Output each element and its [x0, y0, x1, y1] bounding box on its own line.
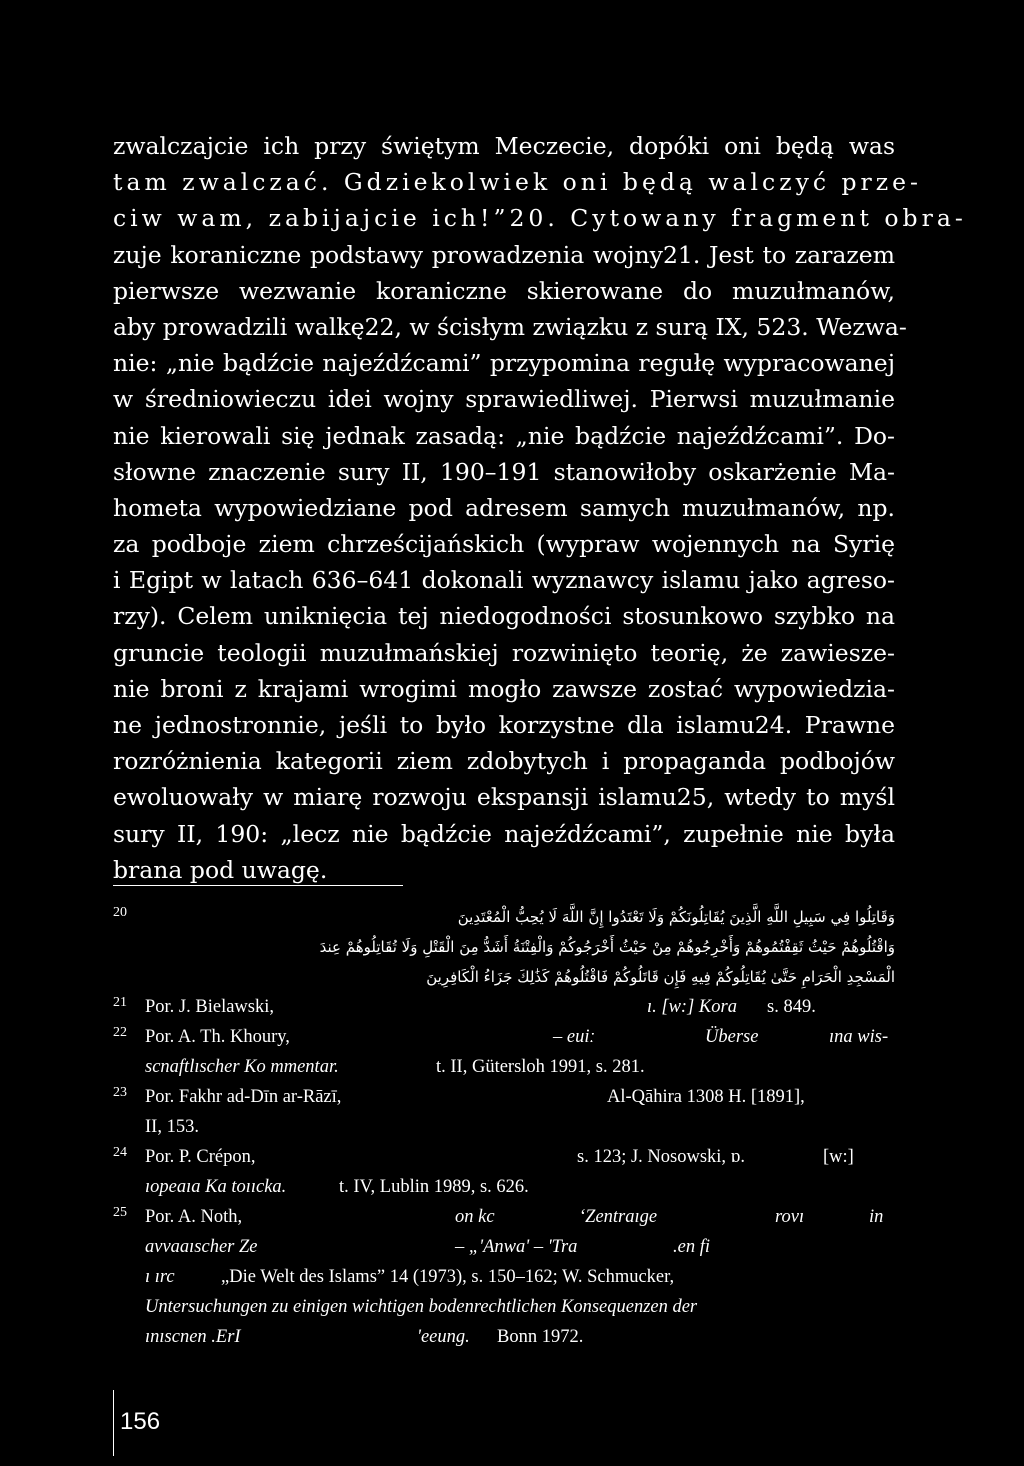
footnote-number: 22 — [113, 1025, 127, 1040]
footnote-separator — [113, 885, 403, 886]
footnote-number: 24 — [113, 1145, 127, 1160]
footnote-20-line — [113, 932, 895, 962]
footnote-23 — [113, 1082, 895, 1112]
footnote-23-line — [113, 1112, 895, 1142]
text-line: nie: „nie bądźcie najeźdźcami” przypomina regułę wypracowanej — [113, 349, 895, 378]
footnote-fragment: – „'Anwa' – 'Tra — [455, 1237, 578, 1257]
footnote-text: Por. J. Bielawski, — [145, 997, 274, 1017]
text-line: nie kierowali się jednak zasadą: „nie bądźcie najeźdźcami”. Do- — [113, 421, 895, 450]
text-line: sury II, 190: „lecz nie bądźcie najeźdźcami”, zupełnie nie była — [113, 819, 895, 848]
footnote-25 — [113, 1202, 895, 1232]
text-line: słowne znaczenie sury II, 190–191 stanowiłoby oskarżenie Ma- — [113, 457, 895, 486]
footnote-text: [w:] — [823, 1147, 854, 1167]
footnote-text: t. II, Gütersloh 1991, s. 281. — [436, 1057, 645, 1077]
footnote-number: 25 — [113, 1205, 127, 1220]
footnote-fragment: – euiː — [553, 1027, 595, 1047]
footnote-25-line — [113, 1292, 895, 1322]
footnote-21 — [113, 992, 895, 1022]
footnotes — [113, 902, 895, 1352]
footnote-fragment: rovı — [775, 1207, 805, 1227]
text-line: rzy). Celem uniknięcia tej niedogodności stosunkowo szybko na — [113, 602, 895, 631]
footnote-fragment: .en fi — [673, 1237, 710, 1257]
footnote-italic: avvaaıscher Ze — [145, 1237, 258, 1257]
footnote-22 — [113, 1022, 895, 1052]
footnote-number: 20 — [113, 905, 127, 920]
footnote-fragment: ʻZentraıge — [579, 1207, 658, 1227]
text-line: za podboje ziem chrześcijańskich (wypraw wojennych na Syrię — [113, 530, 895, 559]
arabic-quote-line: وَاقْتُلُوهُمْ حَيْثُ ثَقِفْتُمُوهُمْ وَأَخْرِجُوهُمْ مِنْ حَيْثُ أَخْرَجُوكُمْ وَالْفِتْنَةُ أَشَدُّ مِنَ الْقَتْلِ وَلَا تُقَاتِلُوهُمْ عِندَ — [319, 938, 895, 956]
footnote-text: t. IV, Lublin 1989, s. 626. — [339, 1177, 529, 1197]
footnote-number: 23 — [113, 1085, 127, 1100]
footnote-fragment: on kc — [455, 1207, 495, 1227]
footnote-text: II, 153. — [145, 1117, 199, 1137]
text-line: hometa wypowiedziane pod adresem samych muzułmanów, np. — [113, 493, 895, 522]
footnote-fragment: Überse — [705, 1027, 759, 1047]
text-line: aby prowadzili walkę22, w ścisłym związku z surą IX, 523. Wezwa- — [113, 312, 907, 341]
text-line: zuje koraniczne podstawy prowadzenia wojny21. Jest to zarazem — [113, 240, 895, 269]
text-line: ne jednostronnie, jeśli to było korzystne dla islamu24. Prawne — [113, 711, 895, 739]
text-line: brana pod uwagę. — [113, 855, 328, 884]
text-line: gruncie teologii muzułmańskiej rozwinięto teorię, że zawiesze- — [113, 638, 895, 667]
footnote-20 — [113, 902, 895, 932]
text-line: zwalczajcie ich przy świętym Meczecie, dopóki oni będą was — [113, 132, 895, 160]
arabic-quote-line: الْمَسْجِدِ الْحَرَامِ حَتَّىٰ يُقَاتِلُوكُمْ فِيهِ فَإِن قَاتَلُوكُمْ فَاقْتُلُوهُمْ كَذَٰلِكَ جَزَاءُ الْكَافِرِينَ — [426, 968, 895, 986]
text-line: pierwsze wezwanie koraniczne skierowane do muzułmanów, — [113, 276, 895, 305]
footnote-24-line — [113, 1172, 895, 1202]
footnote-text: „Die Welt des Islams” 14 (1973), s. 150–162; W. Schmucker, — [221, 1267, 675, 1287]
text-line: tam zwalczać. Gdziekolwiek oni będą walczyć prze- — [113, 168, 922, 197]
footnote-italic: ı ırc — [145, 1267, 175, 1287]
text-line: i Egipt w latach 636–641 dokonali wyznawcy islamu jako agreso- — [113, 566, 895, 595]
footnote-italic: Untersuchungen zu einigen wichtigen bodenrechtlichen Konsequenzen der — [145, 1297, 698, 1317]
text-line: nie broni z krajami wrogimi mogło zawsze zostać wypowiedzia- — [113, 674, 895, 703]
footnote-fragment: in — [869, 1207, 884, 1227]
footnote-25-line — [113, 1232, 895, 1262]
footnote-italic: scnaftlıscher Ko mmentar. — [145, 1057, 339, 1077]
arabic-quote-line: وَقَاتِلُوا فِي سَبِيلِ اللَّهِ الَّذِينَ يُقَاتِلُونَكُمْ وَلَا تَعْتَدُوا إِنَّ اللَّهَ لَا يُحِبُّ الْمُعْتَدِينَ — [457, 908, 895, 926]
text-line: w średniowieczu idei wojny sprawiedliwej. Pierwsi muzułmanie — [113, 385, 895, 414]
footnote-italic: ınıscnen .ErI — [145, 1327, 241, 1347]
footnote-fragment: ına wis- — [829, 1027, 889, 1047]
footnote-text: s. 123; J. Nosowski, ɒ. — [577, 1147, 745, 1167]
text-line: rozróżnienia kategorii ziem zdobytych i propaganda podbojów — [113, 747, 895, 776]
text-line: ciw wam, zabijajcie ich!”20. Cytowany fragment obra- — [113, 204, 967, 233]
text-line: ewoluowały w miarę rozwoju ekspansji islamu25, wtedy to myśl — [113, 783, 895, 812]
footnote-text: Por. A. Th. Khoury, — [145, 1027, 290, 1047]
footnote-text: Al-Qāhira 1308 H. [1891], — [607, 1087, 805, 1107]
footnote-text: Por. Fakhr ad-Dīn ar-Rāzī, — [145, 1087, 342, 1107]
footnote-page: s. 849. — [767, 997, 816, 1017]
footnote-25-line — [113, 1262, 895, 1292]
footnote-number: 21 — [113, 995, 127, 1010]
footnote-text: Bonn 1972. — [497, 1327, 584, 1347]
footnote-20-line — [113, 962, 895, 992]
footnote-text: Por. P. Crépon, — [145, 1147, 256, 1167]
footnote-25-line — [113, 1322, 895, 1352]
footnote-24 — [113, 1142, 895, 1172]
page-number-rule — [113, 1390, 114, 1456]
footnote-italic: ıopeaıa Ka toııcka. — [145, 1177, 287, 1197]
footnote-text: Por. A. Noth, — [145, 1207, 243, 1227]
footnote-fragment: ı. [w:] Kora — [647, 997, 737, 1017]
page-number: 156 — [120, 1408, 161, 1435]
main-text-block — [113, 128, 967, 888]
footnote-22-line — [113, 1052, 895, 1082]
footnote-italic: 'eeung. — [417, 1327, 470, 1347]
